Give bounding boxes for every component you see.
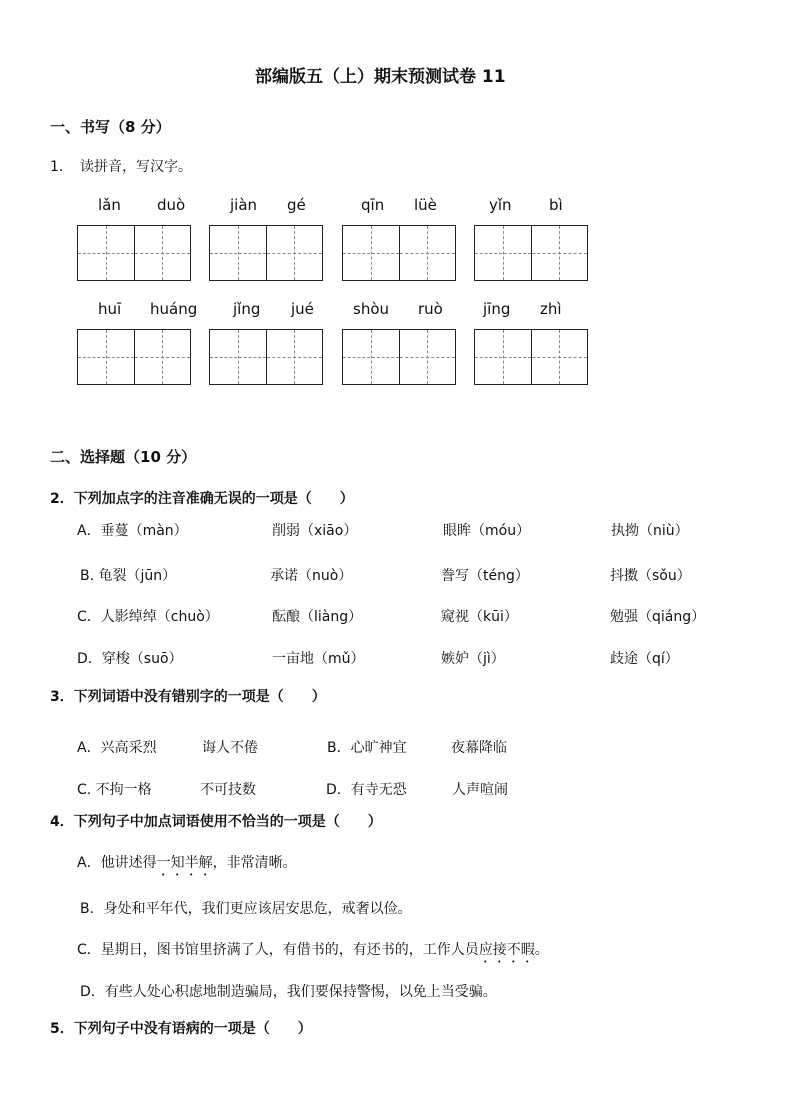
option-b: B．心旷神宜 — [327, 740, 407, 756]
option-c-pre: C．星期日，图书馆里挤满了人，有借书的，有还书的，工作人员 — [77, 942, 479, 958]
pinyin: qīn — [361, 196, 385, 214]
pinyin: yǐn — [489, 196, 512, 214]
option-c1: C．人影绰绰（chuò） — [77, 609, 219, 625]
dotted-phrase: 一知半解 — [156, 855, 213, 871]
option-d4: 歧途（qí） — [610, 651, 679, 667]
section-1-heading: 一、书写（8 分） — [50, 118, 171, 136]
writing-box[interactable] — [209, 225, 323, 281]
option-a-word2: 诲人不倦 — [202, 740, 258, 756]
option-a2: 削弱（xiāo） — [272, 523, 358, 539]
writing-box[interactable] — [342, 329, 456, 385]
writing-box[interactable] — [474, 329, 588, 385]
pinyin: ruò — [418, 300, 443, 318]
option-b2: 承诺（nuò） — [270, 568, 353, 584]
pinyin: huī — [98, 300, 122, 318]
pinyin: duò — [157, 196, 186, 214]
q4-option-b: B．身处和平年代，我们更应该居安思危，戒奢以俭。 — [80, 901, 412, 917]
option-c3: 窥视（kūi） — [441, 609, 518, 625]
writing-box[interactable] — [209, 329, 323, 385]
option-d1: D．穿梭（suō） — [77, 651, 183, 667]
option-a4: 执拗（niù） — [611, 523, 689, 539]
writing-box[interactable] — [474, 225, 588, 281]
pinyin: huáng — [150, 300, 198, 318]
option-d: D．有寺无恐 — [326, 782, 407, 798]
pinyin: jiàn — [230, 196, 258, 214]
option-c-word2: 不可技数 — [200, 782, 256, 798]
pinyin: lǎn — [98, 196, 121, 214]
option-c-post: 。 — [534, 942, 549, 958]
option-d-word2: 人声喧闹 — [452, 782, 508, 798]
question-4-text: 4．下列句子中加点词语使用不恰当的一项是（ ） — [50, 814, 382, 830]
option-a-post: ，非常清晰。 — [212, 855, 297, 871]
question-3-text: 3．下列词语中没有错别字的一项是（ ） — [50, 689, 326, 705]
pinyin: lüè — [414, 196, 437, 214]
option-d2: 一亩地（mǔ） — [272, 651, 365, 667]
pinyin: jīng — [483, 300, 511, 318]
dotted-phrase: 应接不暇 — [478, 942, 535, 958]
question-5-text: 5．下列句子中没有语病的一项是（ ） — [50, 1021, 312, 1037]
option-b1: B. 龟裂（jūn） — [80, 568, 177, 584]
writing-box[interactable] — [77, 225, 191, 281]
option-c2: 酝酿（liàng） — [272, 609, 363, 625]
option-d3: 嫉妒（jì） — [441, 651, 505, 667]
option-b4: 抖擞（sǒu） — [610, 568, 691, 584]
writing-box[interactable] — [342, 225, 456, 281]
q4-option-d: D．有些人处心积虑地制造骗局，我们要保持警惕，以免上当受骗。 — [80, 984, 497, 1000]
pinyin: jǐng — [233, 300, 261, 318]
option-a-pre: A．他讲述得 — [77, 855, 157, 871]
pinyin: gé — [287, 196, 306, 214]
q4-option-a — [77, 852, 297, 879]
option-c4: 勉强（qiáng） — [610, 609, 706, 625]
question-1-number: 1． — [50, 159, 73, 175]
question-2-text: 2．下列加点字的注音准确无误的一项是（ ） — [50, 491, 354, 507]
question-1-text: 读拼音，写汉字。 — [80, 159, 192, 175]
option-c: C. 不拘一格 — [77, 782, 152, 798]
pinyin: zhì — [540, 300, 562, 318]
q4-option-c — [77, 939, 549, 966]
option-a: A．兴高采烈 — [77, 740, 157, 756]
page-title: 部编版五（上）期末预测试卷 11 — [255, 67, 506, 87]
section-2-heading: 二、选择题（10 分） — [50, 448, 197, 466]
writing-box[interactable] — [77, 329, 191, 385]
pinyin: bì — [549, 196, 563, 214]
option-b3: 誊写（téng） — [441, 568, 529, 584]
pinyin: shòu — [353, 300, 390, 318]
option-b-word2: 夜幕降临 — [451, 740, 507, 756]
option-a3: 眼眸（móu） — [443, 523, 531, 539]
pinyin: jué — [291, 300, 314, 318]
option-a1: A．垂蔓（màn） — [77, 523, 188, 539]
